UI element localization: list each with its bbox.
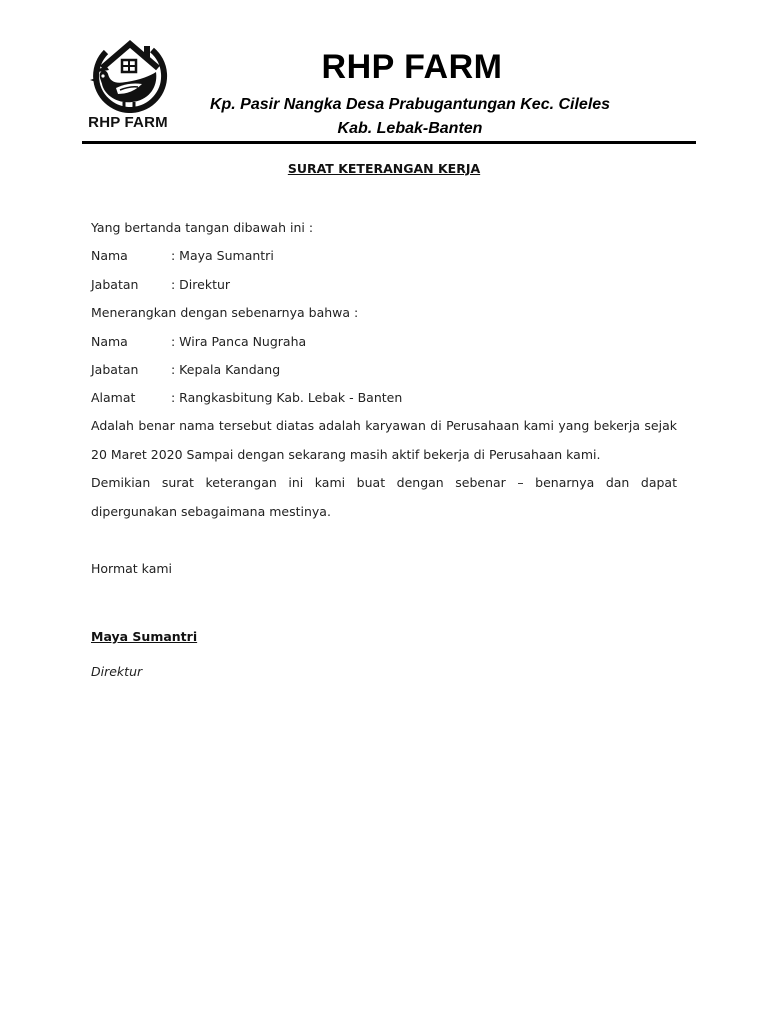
field-value: : Rangkasbitung Kab. Lebak - Banten [171,390,403,405]
address-line-2: Kab. Lebak-Banten [337,120,483,137]
intro-text: Yang bertanda tangan dibawah ini : [91,220,314,235]
body-paragraph-employment: Adalah benar nama tersebut diatas adalah karyawan di Perusahaan kami yang bekerja sejak 20 Maret 2020 Sampai dengan sekarang masih aktif bekerja di Perusahaan kami. [91,418,677,462]
body-paragraph-closing: Demikian surat keterangan ini kami buat dengan sebenar – benarnya dan dapat dipergunakan sebagaimana mestinya. [91,475,677,519]
employee-field-position [91,362,691,377]
signer-field-name [91,248,691,263]
field-value: : Maya Sumantri [171,248,274,263]
document-title: SURAT KETERANGAN KERJA [287,161,481,176]
field-label: Nama [91,334,128,349]
address-line-1: Kp. Pasir Nangka Desa Prabugantungan Kec. Cileles [209,96,611,113]
signature-name: Maya Sumantri [91,629,198,644]
employee-field-name [91,334,691,349]
field-value: : Direktur [171,277,231,292]
logo-text: RHP FARM [88,114,168,131]
field-label: Alamat [91,390,136,405]
field-label: Jabatan [91,277,139,292]
logo-graphic [86,38,170,116]
closing-text: Hormat kami [91,561,173,576]
employee-field-address [91,390,691,405]
header-divider [82,141,696,144]
signature-title: Direktur [91,664,143,679]
signer-field-position [91,277,691,292]
field-value: : Kepala Kandang [171,362,281,377]
company-name: RHP FARM [321,48,503,86]
chicken-house-logo-icon [78,38,178,136]
statement-text: Menerangkan dengan sebenarnya bahwa : [91,305,359,320]
field-label: Jabatan [91,362,139,377]
field-value: : Wira Panca Nugraha [171,334,307,349]
field-label: Nama [91,248,128,263]
